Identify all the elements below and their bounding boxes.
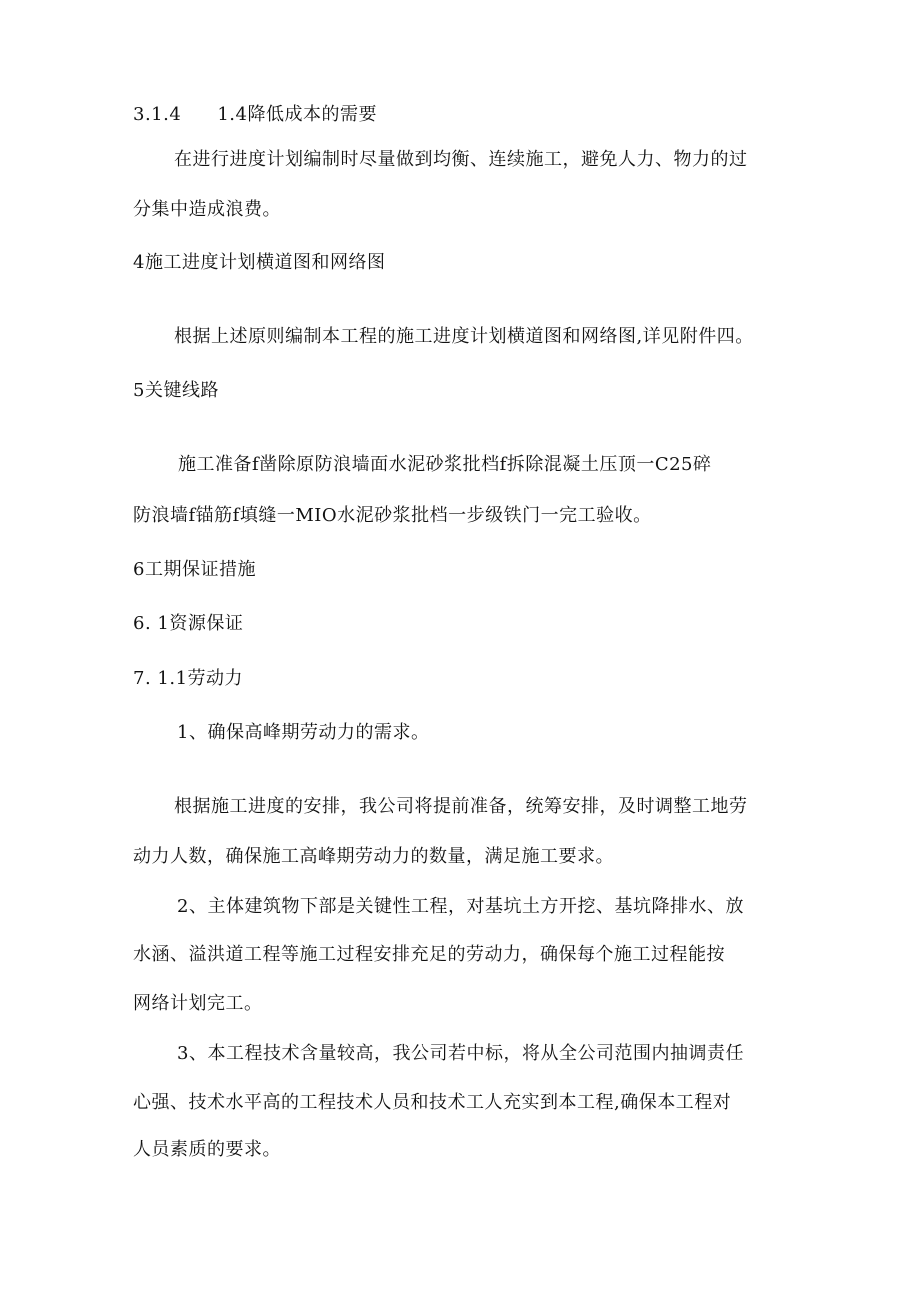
section-heading-3-1-4 [133, 103, 377, 127]
paragraph-line: 防浪墙f锚筋f填缝一MIO水泥砂浆批档一步级铁门一完工验收。 [133, 505, 652, 526]
paragraph-line: 心强、技术水平高的工程技术人员和技术工人充实到本工程,确保本工程对 [133, 1092, 732, 1113]
paragraph-line: 在进行进度计划编制时尽量做到均衡、连续施工，避免人力、物力的过 [174, 149, 748, 170]
section-heading-6-1: 6. 1资源保证 [133, 613, 244, 634]
list-item: 2、主体建筑物下部是关键性工程，对基坑土方开挖、基坑降排水、放 [177, 896, 744, 917]
paragraph-line: 分集中造成浪费。 [133, 199, 281, 220]
paragraph-line: 人员素质的要求。 [133, 1139, 281, 1160]
section-heading-6: 6工期保证措施 [133, 559, 256, 580]
paragraph-line: 水涵、溢洪道工程等施工过程安排充足的劳动力，确保每个施工过程能按 [133, 944, 725, 965]
list-item: 1、确保高峰期劳动力的需求。 [177, 722, 430, 743]
section-heading-4: 4施工进度计划横道图和网络图 [133, 252, 386, 273]
paragraph-line: 根据施工进度的安排，我公司将提前准备，统筹安排，及时调整工地劳 [174, 796, 748, 817]
section-number: 3.1.4 [133, 104, 182, 125]
paragraph-line: 动力人数，确保施工高峰期劳动力的数量，满足施工要求。 [133, 846, 614, 867]
paragraph-line: 施工准备f凿除原防浪墙面水泥砂浆批档f拆除混凝土压顶一C25碎 [178, 454, 712, 475]
section-heading-7-1-1: 7. 1.1劳动力 [133, 668, 244, 689]
section-title: 1.4降低成本的需要 [217, 104, 377, 125]
list-item: 3、本工程技术含量较高，我公司若中标，将从全公司范围内抽调责任 [177, 1043, 744, 1064]
paragraph-line: 网络计划完工。 [133, 993, 263, 1014]
section-heading-5: 5关键线路 [133, 380, 219, 401]
paragraph-line: 根据上述原则编制本工程的施工进度计划横道图和网络图,详见附件四。 [174, 326, 754, 347]
